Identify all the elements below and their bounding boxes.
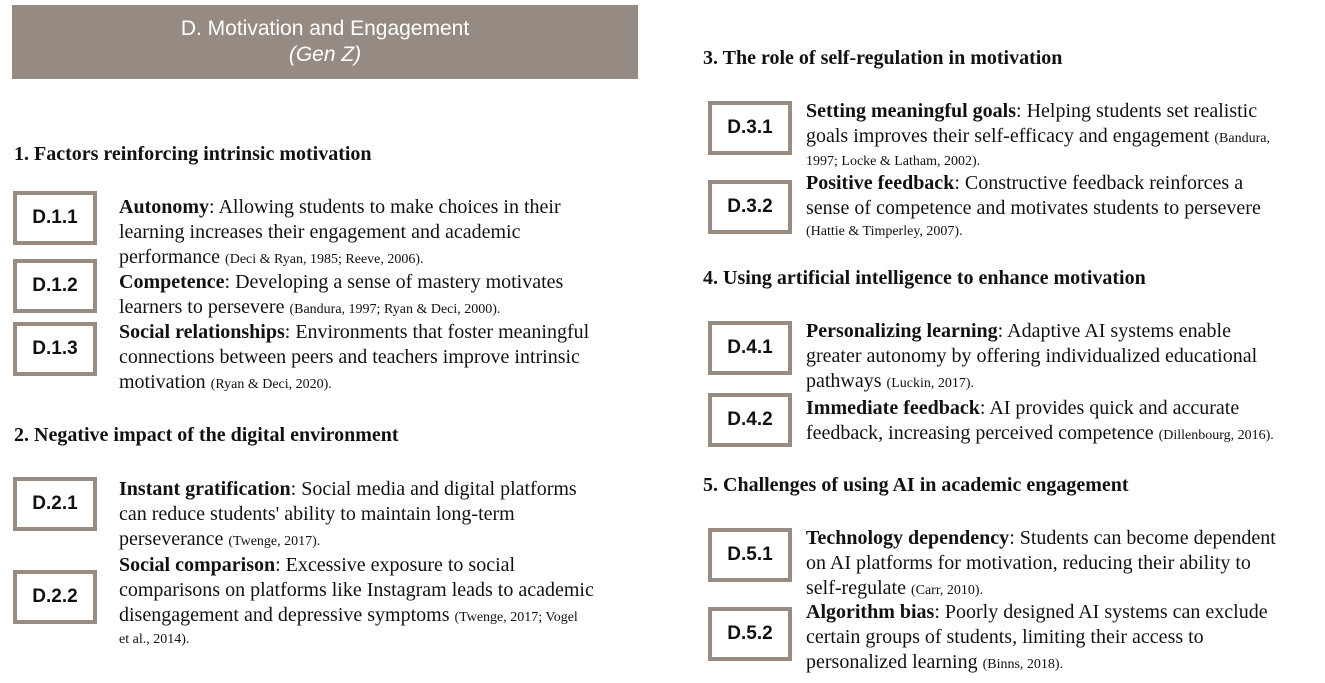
item-citation: (Deci & Ryan, 1985; Reeve, 2006). [225,252,424,267]
item-d32-description [806,171,1261,243]
item-citation: (Luckin, 2017). [886,376,975,391]
item-term: Competence [119,271,225,293]
item-text: greater autonomy by offering individualized educational [806,345,1258,367]
section-title-2: 2. Negative impact of the digital environment [14,424,399,446]
section-title-1: 1. Factors reinforcing intrinsic motivation [14,143,372,165]
item-text: comparisons on platforms like Instagram leads to academic [119,579,594,601]
item-text: learners to persevere [119,296,285,318]
item-citation: (Ryan & Deci, 2020). [210,377,332,392]
item-citation: et al., 2014). [119,632,190,647]
item-d42-description [806,396,1274,448]
item-d22-description [119,553,594,650]
code-box-d12: D.1.2 [13,259,97,313]
item-text: : Developing a sense of mastery motivates [224,271,564,293]
item-term: Immediate feedback [806,397,980,419]
item-text: perseverance [119,528,224,550]
diagram-header [12,5,638,79]
item-d11-description [119,195,561,272]
item-citation: (Binns, 2018). [982,657,1064,672]
item-term: Algorithm bias [806,601,935,623]
code-box-d11: D.1.1 [13,191,97,245]
item-citation: 1997; Locke & Latham, 2002). [806,154,981,169]
item-d21-description [119,477,577,554]
item-d12-description [119,270,563,322]
item-text: : Constructive feedback reinforces a [954,172,1244,194]
item-d41-description [806,319,1257,396]
code-box-d41: D.4.1 [708,321,792,375]
item-text: : Excessive exposure to social [275,554,516,576]
item-text: performance [119,246,221,268]
section-title-4: 4. Using artificial intelligence to enhance motivation [703,267,1146,289]
item-term: Instant gratification [119,478,291,500]
section-title-5: 5. Challenges of using AI in academic engagement [703,474,1129,496]
item-term: Positive feedback [806,172,955,194]
item-text: connections between peers and teachers improve intrinsic [119,346,580,368]
item-text: motivation [119,371,206,393]
header-title: D. Motivation and Engagement [180,17,470,40]
code-box-d22: D.2.2 [13,570,97,624]
code-box-d42: D.4.2 [708,393,792,447]
header-subtitle: (Gen Z) [288,43,362,66]
item-text: : Social media and digital platforms [290,478,577,500]
item-text: sense of competence and motivates students to persevere [806,197,1261,219]
item-citation: (Carr, 2010). [910,583,984,598]
section-title-3: 3. The role of self-regulation in motivation [703,47,1063,69]
item-term: Technology dependency [806,527,1010,549]
code-box-d31: D.3.1 [708,101,792,155]
item-text: feedback, increasing perceived competence [806,422,1154,444]
item-term: Social relationships [119,321,285,343]
item-text: personalized learning [806,651,978,673]
item-text: : Poorly designed AI systems can exclude [934,601,1268,623]
item-text: goals improves their self-efficacy and engagement [806,125,1210,147]
item-text: pathways [806,370,882,392]
code-box-d32: D.3.2 [708,180,792,234]
code-box-d51: D.5.1 [708,528,792,582]
item-text: self-regulate [806,577,906,599]
item-citation: (Bandura, [1214,131,1270,146]
item-term: Social comparison [119,554,276,576]
item-citation: (Twenge, 2017). [228,534,321,549]
item-citation: (Hattie & Timperley, 2007). [806,224,963,239]
item-text: learning increases their engagement and academic [119,221,521,243]
item-text: on AI platforms for motivation, reducing their ability to [806,552,1251,574]
code-box-d13: D.1.3 [13,322,97,376]
item-text: : Adaptive AI systems enable [997,320,1231,342]
item-citation: (Twenge, 2017; Vogel [454,610,578,625]
item-text: can reduce students' ability to maintain long-term [119,503,515,525]
item-d51-description [806,526,1276,603]
item-text: certain groups of students, limiting their access to [806,626,1204,648]
item-text: disengagement and depressive symptoms [119,604,450,626]
item-d13-description [119,320,589,397]
item-term: Setting meaningful goals [806,100,1017,122]
item-d52-description [806,600,1268,677]
item-text: : Students can become dependent [1009,527,1276,549]
item-citation: (Dillenbourg, 2016). [1158,428,1274,443]
item-text: : Helping students set realistic [1016,100,1258,122]
item-text: : Environments that foster meaningful [284,321,590,343]
item-text: : Allowing students to make choices in their [209,196,561,218]
item-term: Autonomy [119,196,210,218]
item-d31-description [806,99,1270,173]
code-box-d21: D.2.1 [13,477,97,531]
code-box-d52: D.5.2 [708,607,792,661]
item-text: : AI provides quick and accurate [979,397,1240,419]
item-term: Personalizing learning [806,320,998,342]
item-citation: (Bandura, 1997; Ryan & Deci, 2000). [289,302,501,317]
